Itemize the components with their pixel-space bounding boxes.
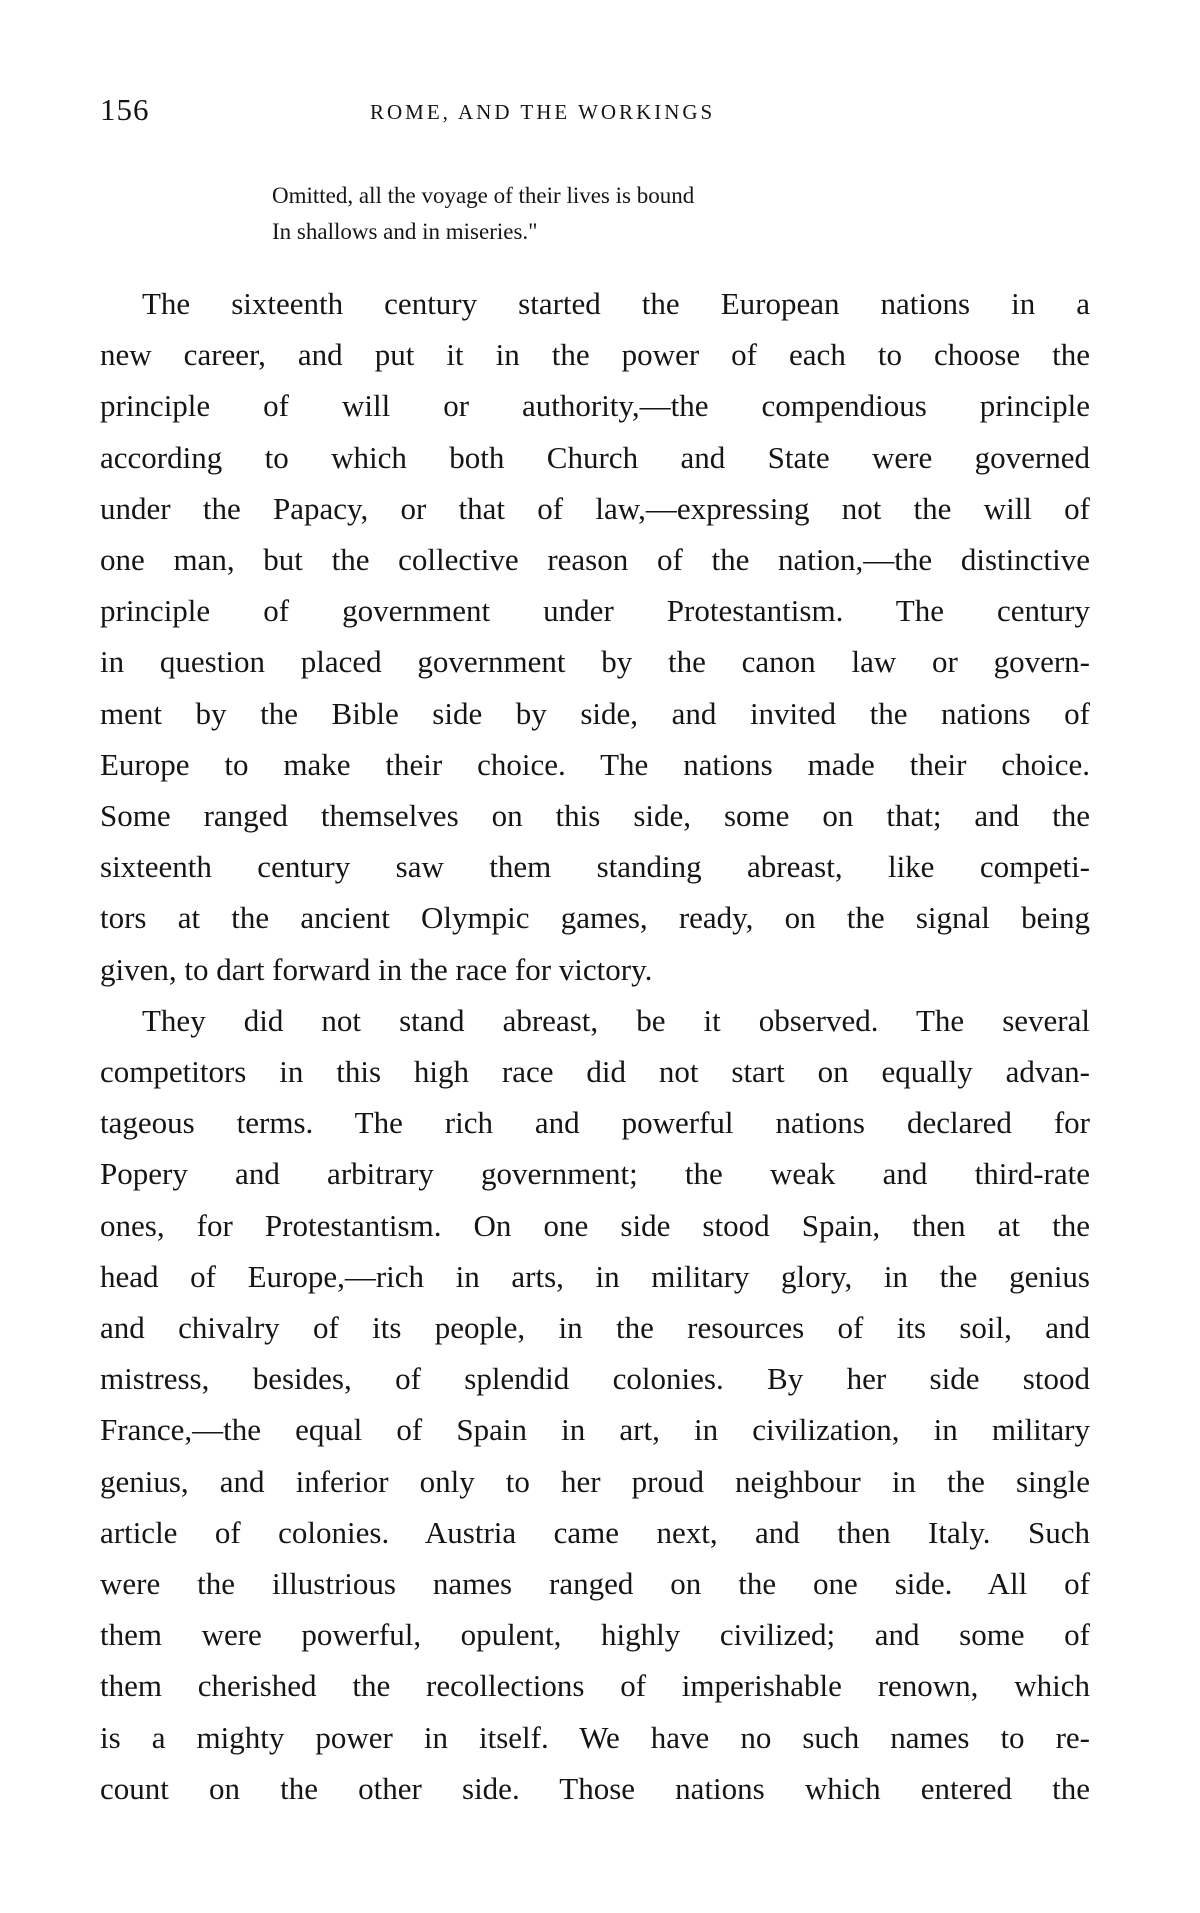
verse-quotation: [272, 178, 972, 250]
page-header: [100, 92, 1080, 132]
text-line: Popery and arbitrary government; the weak and third-rate: [100, 1156, 1090, 1192]
text-line: Some ranged themselves on this side, some on that; and the: [100, 798, 1090, 834]
text-line: head of Europe,—rich in arts, in military glory, in the genius: [100, 1258, 1090, 1294]
paragraph-2: [100, 995, 1090, 1814]
text-line: them were powerful, opulent, highly civilized; and some of: [100, 1617, 1090, 1653]
text-line: ones, for Protestantism. On one side stood Spain, then at the: [100, 1207, 1090, 1243]
quote-line: In shallows and in miseries.": [272, 219, 538, 244]
paragraph-1: [100, 278, 1090, 995]
text-line: sixteenth century saw them standing abreast, like competi-: [100, 849, 1090, 885]
text-line: The sixteenth century started the European nations in a: [142, 286, 1090, 321]
text-line: in question placed government by the canon law or govern-: [100, 644, 1090, 680]
text-line: mistress, besides, of splendid colonies. By her side stood: [100, 1361, 1090, 1397]
text-line: and chivalry of its people, in the resources of its soil, and: [100, 1310, 1090, 1346]
text-line: tageous terms. The rich and powerful nations declared for: [100, 1105, 1090, 1141]
quote-line: Omitted, all the voyage of their lives is bound: [272, 183, 695, 208]
text-line: ment by the Bible side by side, and invited the nations of: [100, 695, 1090, 731]
text-line: new career, and put it in the power of each to choose the: [100, 337, 1090, 373]
running-title: ROME, AND THE WORKINGS: [370, 100, 716, 124]
text-line: Europe to make their choice. The nations made their choice.: [100, 746, 1090, 782]
text-line: count on the other side. Those nations which entered the: [100, 1770, 1090, 1806]
page-number: 156: [100, 92, 150, 127]
text-line: is a mighty power in itself. We have no such names to re-: [100, 1719, 1090, 1755]
text-line: tors at the ancient Olympic games, ready, on the signal being: [100, 900, 1090, 936]
text-line: genius, and inferior only to her proud neighbour in the single: [100, 1463, 1090, 1499]
text-line: principle of government under Protestantism. The century: [100, 593, 1090, 629]
text-line: one man, but the collective reason of the nation,—the distinctive: [100, 542, 1090, 578]
text-line: were the illustrious names ranged on the one side. All of: [100, 1566, 1090, 1602]
text-line: principle of will or authority,—the compendious principle: [100, 388, 1090, 424]
text-line: them cherished the recollections of imperishable renown, which: [100, 1668, 1090, 1704]
text-line: under the Papacy, or that of law,—expressing not the will of: [100, 490, 1090, 526]
text-line: given, to dart forward in the race for victory.: [100, 951, 653, 987]
text-line: France,—the equal of Spain in art, in civilization, in military: [100, 1412, 1090, 1448]
text-line: They did not stand abreast, be it observed. The several: [142, 1002, 1090, 1038]
body-text: [100, 278, 1090, 1814]
text-line: competitors in this high race did not start on equally advan-: [100, 1054, 1090, 1090]
text-line: according to which both Church and State were governed: [100, 439, 1090, 475]
text-line: article of colonies. Austria came next, and then Italy. Such: [100, 1514, 1090, 1550]
